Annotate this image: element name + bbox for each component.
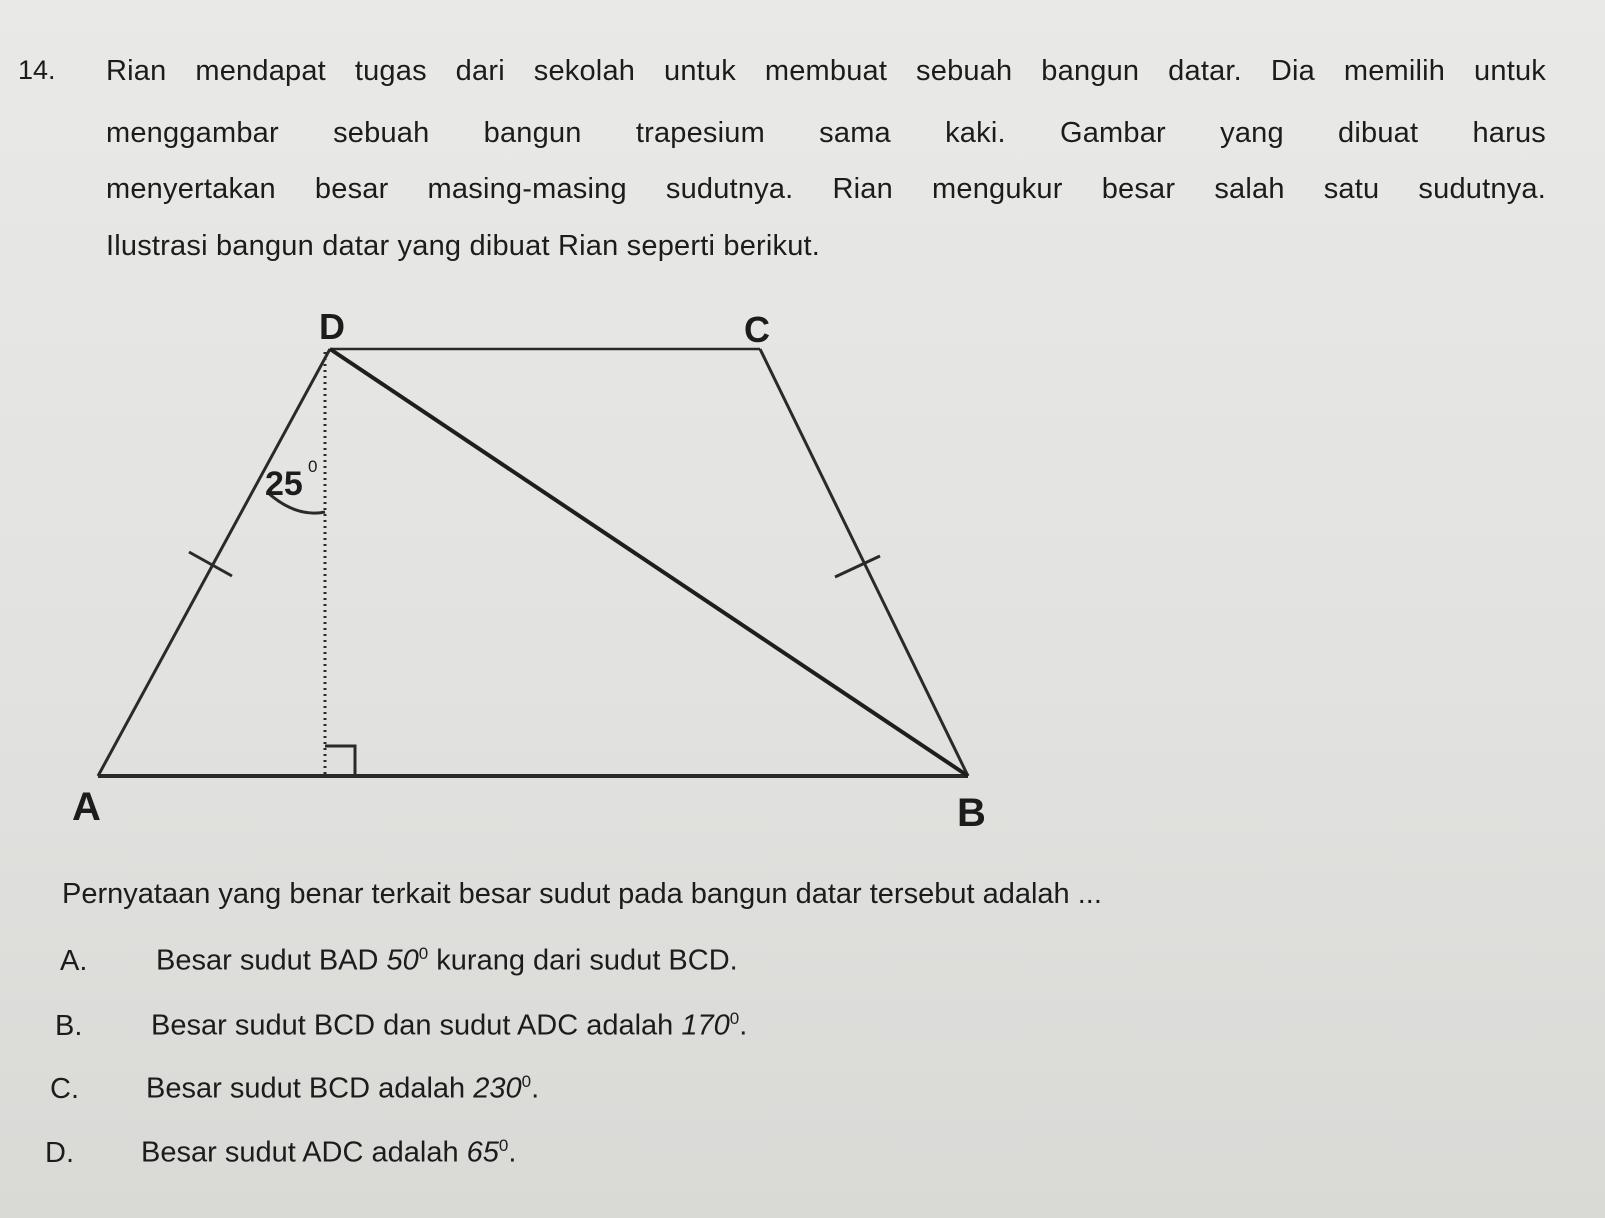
option-text-end: . bbox=[508, 1136, 517, 1169]
option-value: 230 bbox=[473, 1072, 522, 1105]
option-letter: D. bbox=[45, 1136, 74, 1169]
option-text: Besar sudut BCD dan sudut ADC adalah bbox=[151, 1009, 682, 1042]
option-c[interactable] bbox=[50, 1072, 539, 1106]
vertex-label-b: B bbox=[957, 791, 986, 835]
angle-degree-mark: 0 bbox=[308, 457, 318, 476]
option-letter: A. bbox=[60, 944, 88, 977]
option-text-end: . bbox=[739, 1009, 748, 1042]
tick-mark-bc bbox=[835, 556, 880, 577]
vertex-label-a: A bbox=[72, 785, 101, 829]
diagonal-db bbox=[330, 349, 968, 776]
option-text-end: kurang dari sudut BCD. bbox=[428, 944, 738, 977]
question-line-3: menyertakan besar masing-masing sudutnya. Rian mengukur besar salah satu sudutnya. bbox=[106, 173, 1546, 205]
option-text: Besar sudut BAD bbox=[156, 944, 387, 977]
option-a[interactable] bbox=[60, 944, 738, 978]
tick-mark-ad bbox=[189, 552, 232, 576]
degree-mark: 0 bbox=[729, 1009, 740, 1028]
angle-label: 25 bbox=[265, 465, 303, 503]
degree-mark: 0 bbox=[521, 1072, 532, 1091]
option-value: 50 bbox=[386, 944, 419, 977]
option-text: Besar sudut BCD adalah bbox=[146, 1072, 474, 1105]
option-d[interactable] bbox=[45, 1136, 516, 1170]
side-ad bbox=[98, 349, 330, 776]
option-text-end: . bbox=[531, 1072, 540, 1105]
degree-mark: 0 bbox=[498, 1136, 509, 1155]
question-prompt: Pernyataan yang benar terkait besar sudut pada bangun datar tersebut adalah ... bbox=[62, 878, 1102, 910]
option-value: 170 bbox=[681, 1009, 730, 1042]
option-b[interactable] bbox=[55, 1009, 747, 1043]
vertex-label-d: D bbox=[319, 306, 345, 347]
question-line-4: Ilustrasi bangun datar yang dibuat Rian seperti berikut. bbox=[106, 230, 821, 262]
option-letter: C. bbox=[50, 1072, 79, 1105]
option-value: 65 bbox=[466, 1136, 499, 1169]
option-letter: B. bbox=[55, 1009, 83, 1042]
vertex-label-c: C bbox=[744, 309, 770, 350]
degree-mark: 0 bbox=[418, 944, 429, 963]
right-angle-mark bbox=[325, 746, 355, 776]
question-line-2: menggambar sebuah bangun trapesium sama kaki. Gambar yang dibuat harus bbox=[106, 117, 1546, 149]
trapezoid-figure bbox=[0, 290, 1050, 850]
question-line-1: Rian mendapat tugas dari sekolah untuk membuat sebuah bangun datar. Dia memilih untuk bbox=[106, 55, 1546, 87]
question-number: 14. bbox=[18, 55, 56, 85]
option-text: Besar sudut ADC adalah bbox=[141, 1136, 467, 1169]
